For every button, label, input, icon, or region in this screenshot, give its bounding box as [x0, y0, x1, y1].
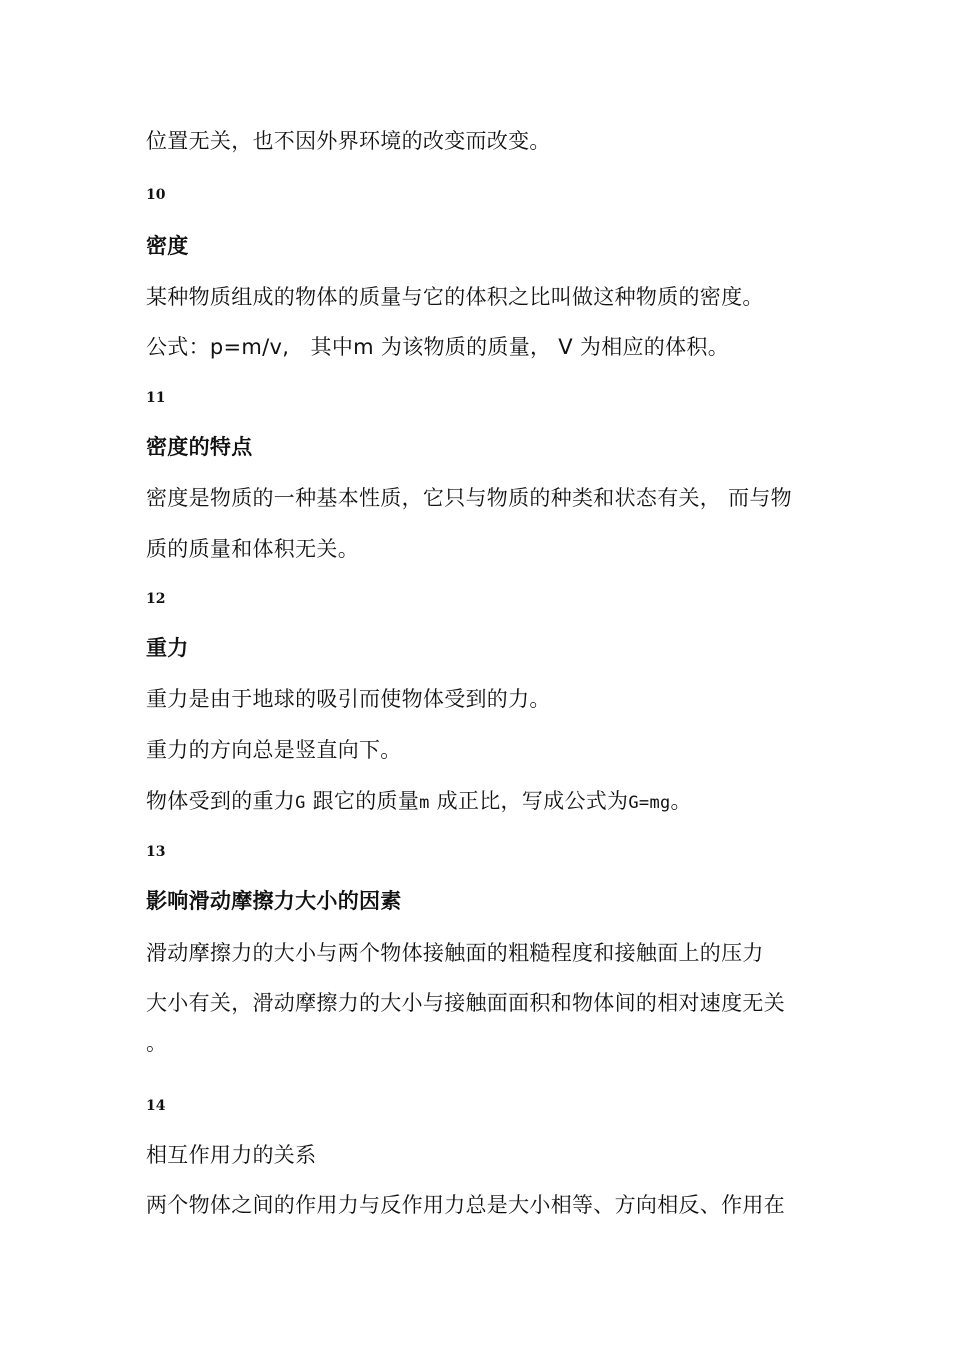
- section-number: 13: [146, 844, 166, 860]
- paragraph-line: 密度是物质的一种基本性质，它只与物质的种类和状态有关， 而与物: [146, 486, 792, 510]
- paragraph-line: 某种物质组成的物体的质量与它的体积之比叫做这种物质的密度。: [146, 285, 764, 309]
- paragraph-line: 。: [146, 1031, 168, 1055]
- paragraph-line: 重力是由于地球的吸引而使物体受到的力。: [146, 687, 551, 711]
- paragraph-line: 质的质量和体积无关。: [146, 537, 359, 561]
- section-number: 14: [146, 1098, 166, 1114]
- section-number: 10: [146, 187, 166, 203]
- section-number: 11: [146, 390, 166, 406]
- section-heading: 重力: [146, 636, 189, 660]
- symbol-g: G: [295, 793, 306, 813]
- formula-g-mg: G=mg: [628, 793, 671, 813]
- formula-text: 成正比，写成公式为: [429, 789, 629, 813]
- paragraph-line: 滑动摩擦力的大小与两个物体接触面的粗糙程度和接触面上的压力: [146, 941, 764, 965]
- section-heading: 密度的特点: [146, 435, 253, 459]
- formula-line: [146, 788, 692, 816]
- section-heading: 相互作用力的关系: [146, 1143, 317, 1167]
- formula-text: 跟它的质量: [305, 789, 420, 813]
- section-heading: 密度: [146, 234, 189, 258]
- formula-text: 物体受到的重力: [146, 789, 296, 813]
- section-heading: 影响滑动摩擦力大小的因素: [146, 889, 402, 913]
- formula-text: 。: [670, 789, 692, 813]
- symbol-m: m: [419, 793, 430, 813]
- paragraph-line: 重力的方向总是竖直向下。: [146, 738, 402, 762]
- paragraph-line: 位置无关，也不因外界环境的改变而改变。: [146, 129, 551, 153]
- paragraph-line: 大小有关，滑动摩擦力的大小与接触面面积和物体间的相对速度无关: [146, 991, 785, 1015]
- paragraph-line: 两个物体之间的作用力与反作用力总是大小相等、方向相反、作用在: [146, 1193, 785, 1217]
- formula-line: 公式：p=m/v, 其中m 为该物质的质量， V 为相应的体积。: [146, 335, 730, 359]
- section-number: 12: [146, 591, 166, 607]
